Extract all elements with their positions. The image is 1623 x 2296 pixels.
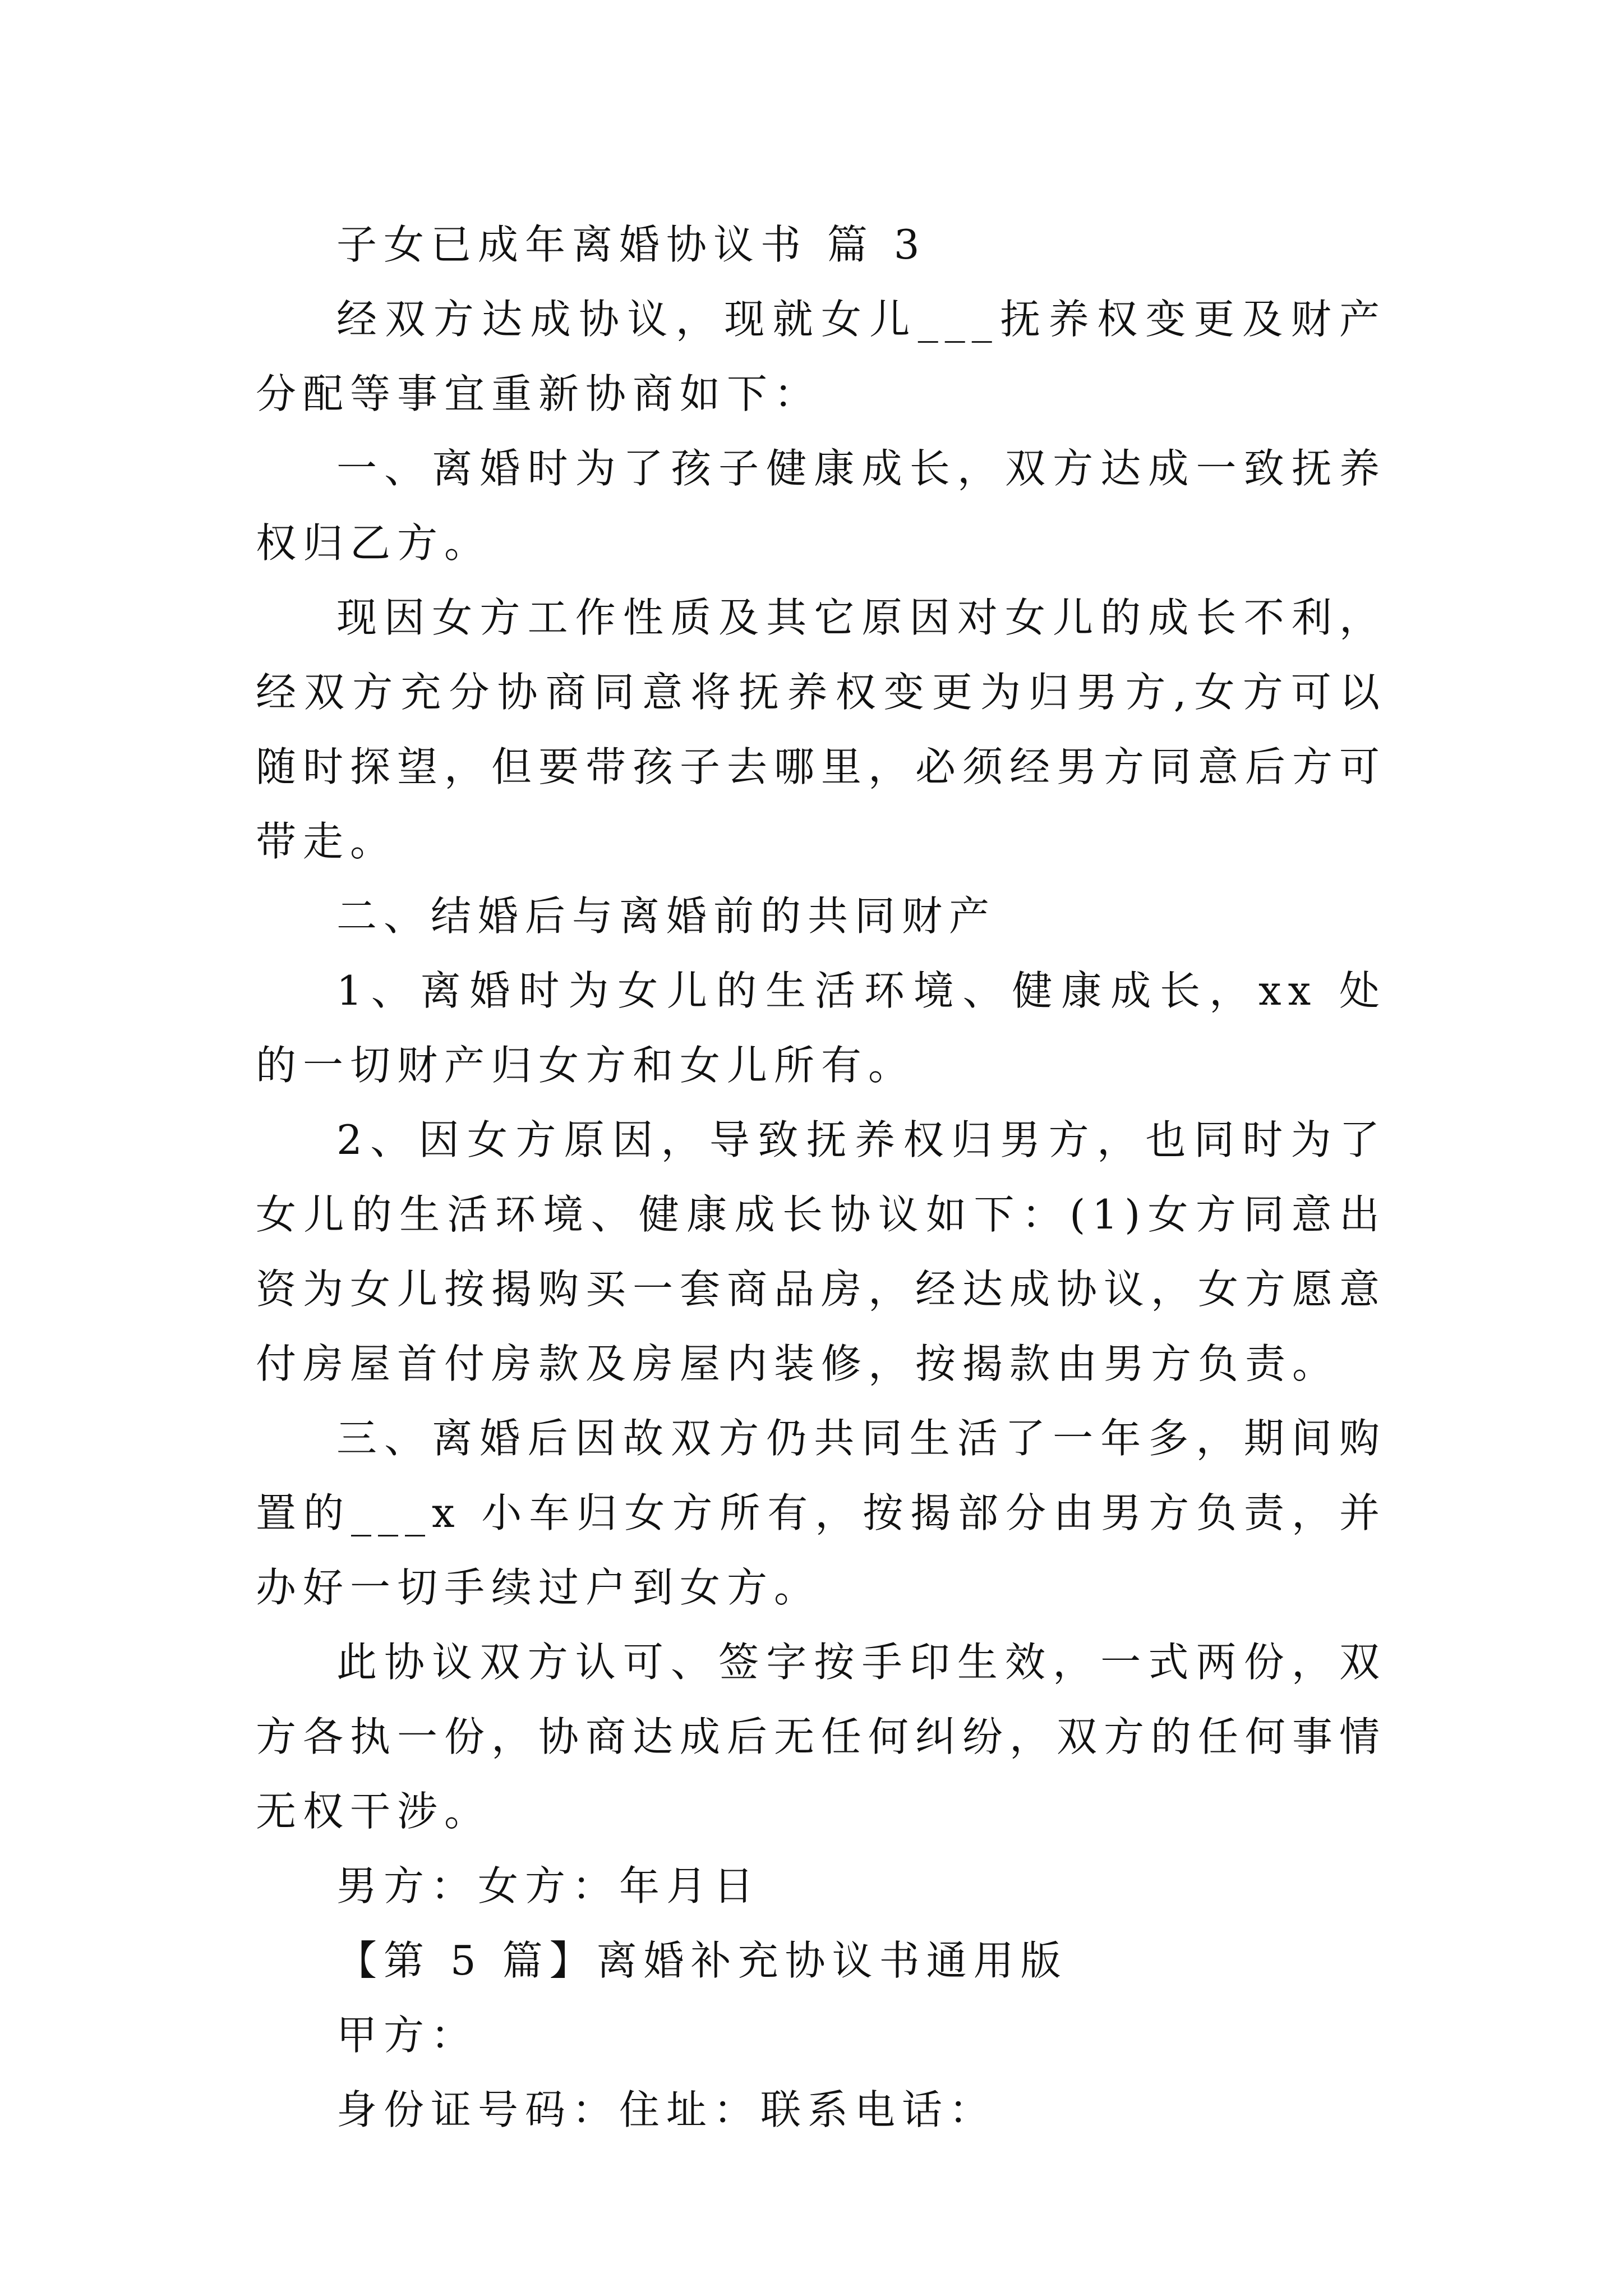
document-page [256,208,1386,2147]
party-a-line: 甲方： [336,2012,478,2059]
section-heading-5: 【第 5 篇】离婚补充协议书通用版 [336,1937,1068,1984]
document-title: 子女已成年离婚协议书 篇 3 [336,221,926,268]
party-a-details: 身份证号码：住址：联系电话： [336,2086,997,2133]
paragraph-effectiveness: 此协议双方认可、签字按手印生效，一式两份，双方各执一份，协商达成后无任何纠纷，双方的任何事情无权干涉。 [256,1639,1387,1835]
paragraph-clause-3: 三、离婚后因故双方仍共同生活了一年多，期间购置的___x 小车归女方所有，按揭部分由男方负责，并办好一切手续过户到女方。 [256,1415,1386,1611]
paragraph-property-2: 2、因女方原因，导致抚养权归男方，也同时为了女儿的生活环境、健康成长协议如下：(1)女方同意出资为女儿按揭购买一套商品房，经达成协议，女方愿意付房屋首付房款及房屋内装修，按揭款由男方负责。 [256,1116,1387,1387]
signature-line: 男方：女方：年月日 [336,1862,761,1910]
paragraph-clause-2-heading: 二、结婚后与离婚前的共同财产 [336,892,997,940]
paragraph-intro: 经双方达成协议，现就女儿___抚养权变更及财产分配等事宜重新协商如下： [256,296,1386,417]
paragraph-custody-change: 现因女方工作性质及其它原因对女儿的成长不利，经双方充分协商同意将抚养权变更为归男方,女方可以随时探望，但要带孩子去哪里，必须经男方同意后方可带走。 [256,594,1387,865]
paragraph-clause-1: 一、离婚时为了孩子健康成长，双方达成一致抚养权归乙方。 [256,445,1386,567]
paragraph-property-1: 1、离婚时为女儿的生活环境、健康成长，xx 处的一切财产归女方和女儿所有。 [256,967,1386,1089]
